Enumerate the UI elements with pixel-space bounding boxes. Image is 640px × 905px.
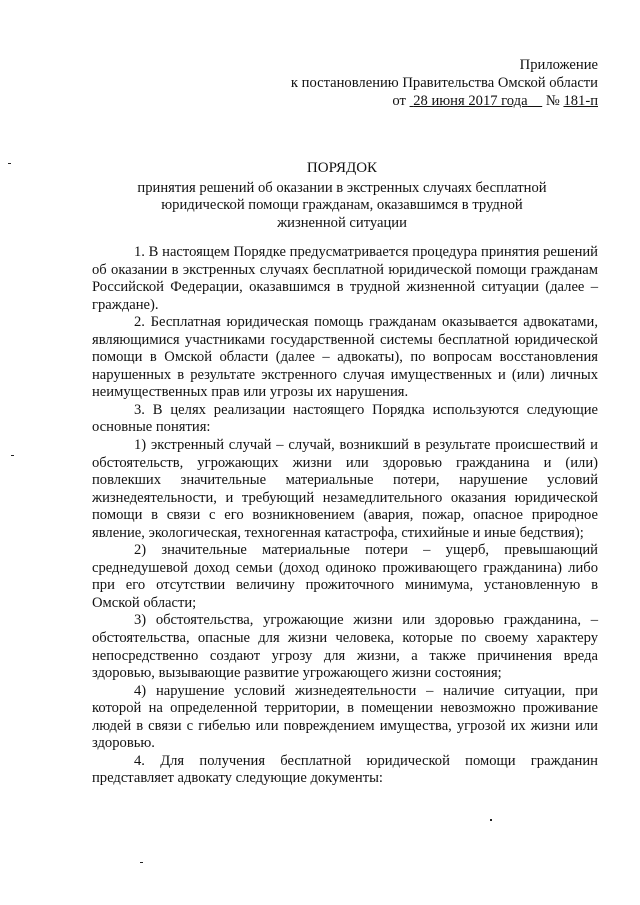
definition-2: 2) значительные материальные потери – ущерб, превышающий среднедушевой доход семьи (доход одиноко проживающего гражданина) либо при его отсутствии величину прожиточного минимума, установленную в Омской области; bbox=[92, 542, 598, 611]
document-body bbox=[92, 244, 598, 788]
title-subtitle-line-2: юридической помощи гражданам, оказавшимся в трудной bbox=[161, 197, 523, 214]
title-subtitle-line-3: жизненной ситуации bbox=[277, 214, 407, 231]
paragraph-3: 3. В целях реализации настоящего Порядка используются следующие основные понятия: bbox=[92, 401, 598, 436]
scan-speck bbox=[8, 163, 11, 164]
scan-speck bbox=[490, 819, 492, 821]
number-prefix: № bbox=[545, 93, 560, 109]
definition-1: 1) экстренный случай – случай, возникший в результате происшествий и обстоятельств, угрожающих жизни или здоровью гражданина и (или) повлекших значительные материальные потери, нарушение условий жизнедеятельности, и требующий незамедлительного оказания юридической помощи в связи с его возникновением (авария, пожар, опасное природное явление, экологическая, техногенная катастрофа, стихийные и иные бедствия); bbox=[92, 437, 598, 541]
paragraph-1: 1. В настоящем Порядке предусматривается процедура принятия решений об оказании в экстренных случаях бесплатной юридической помощи гражданам Российской Федерации, оказавшимся в трудной жизненной ситуации (далее – граждане). bbox=[92, 244, 598, 313]
resolution-date: 28 июня 2017 года bbox=[413, 93, 528, 109]
scan-speck bbox=[11, 455, 14, 456]
definition-3: 3) обстоятельства, угрожающие жизни или здоровью гражданина, – обстоятельства, опасные для жизни человека, которые по своему характеру непосредственно создают угрозу для жизни, а также причинения вреда здоровью, вызывающие развитие угрожающего жизни состояния; bbox=[92, 612, 598, 682]
date-prefix: от bbox=[392, 93, 406, 109]
document-title bbox=[100, 160, 584, 232]
scan-speck bbox=[140, 862, 143, 863]
appendix-header bbox=[291, 56, 598, 110]
appendix-label: Приложение bbox=[519, 57, 598, 73]
appendix-resolution-line: к постановлению Правительства Омской области bbox=[290, 75, 598, 91]
definition-4: 4) нарушение условий жизнедеятельности – наличие ситуации, при которой на определенной территории, в помещении невозможно проживание людей в связи с гибелью или повреждением имущества, угрозой их жизни или здоровью. bbox=[92, 682, 598, 752]
paragraph-2: 2. Бесплатная юридическая помощь гражданам оказывается адвокатами, являющимися участниками государственной системы бесплатной юридической помощи в Омской области (далее – адвокаты), по вопросам восстановления нарушенных в результате экстренного случая имущественных и (или) личных неимущественных прав или угрозы их нарушения. bbox=[92, 314, 598, 401]
title-subtitle-line-1: принятия решений об оказании в экстренных случаях бесплатной bbox=[137, 179, 547, 196]
paragraph-4: 4. Для получения бесплатной юридической помощи гражданин представляет адвокату следующие документы: bbox=[92, 752, 598, 787]
appendix-date-line bbox=[291, 92, 598, 110]
title-heading: ПОРЯДОК bbox=[306, 160, 378, 176]
resolution-number: 181-п bbox=[563, 93, 598, 109]
